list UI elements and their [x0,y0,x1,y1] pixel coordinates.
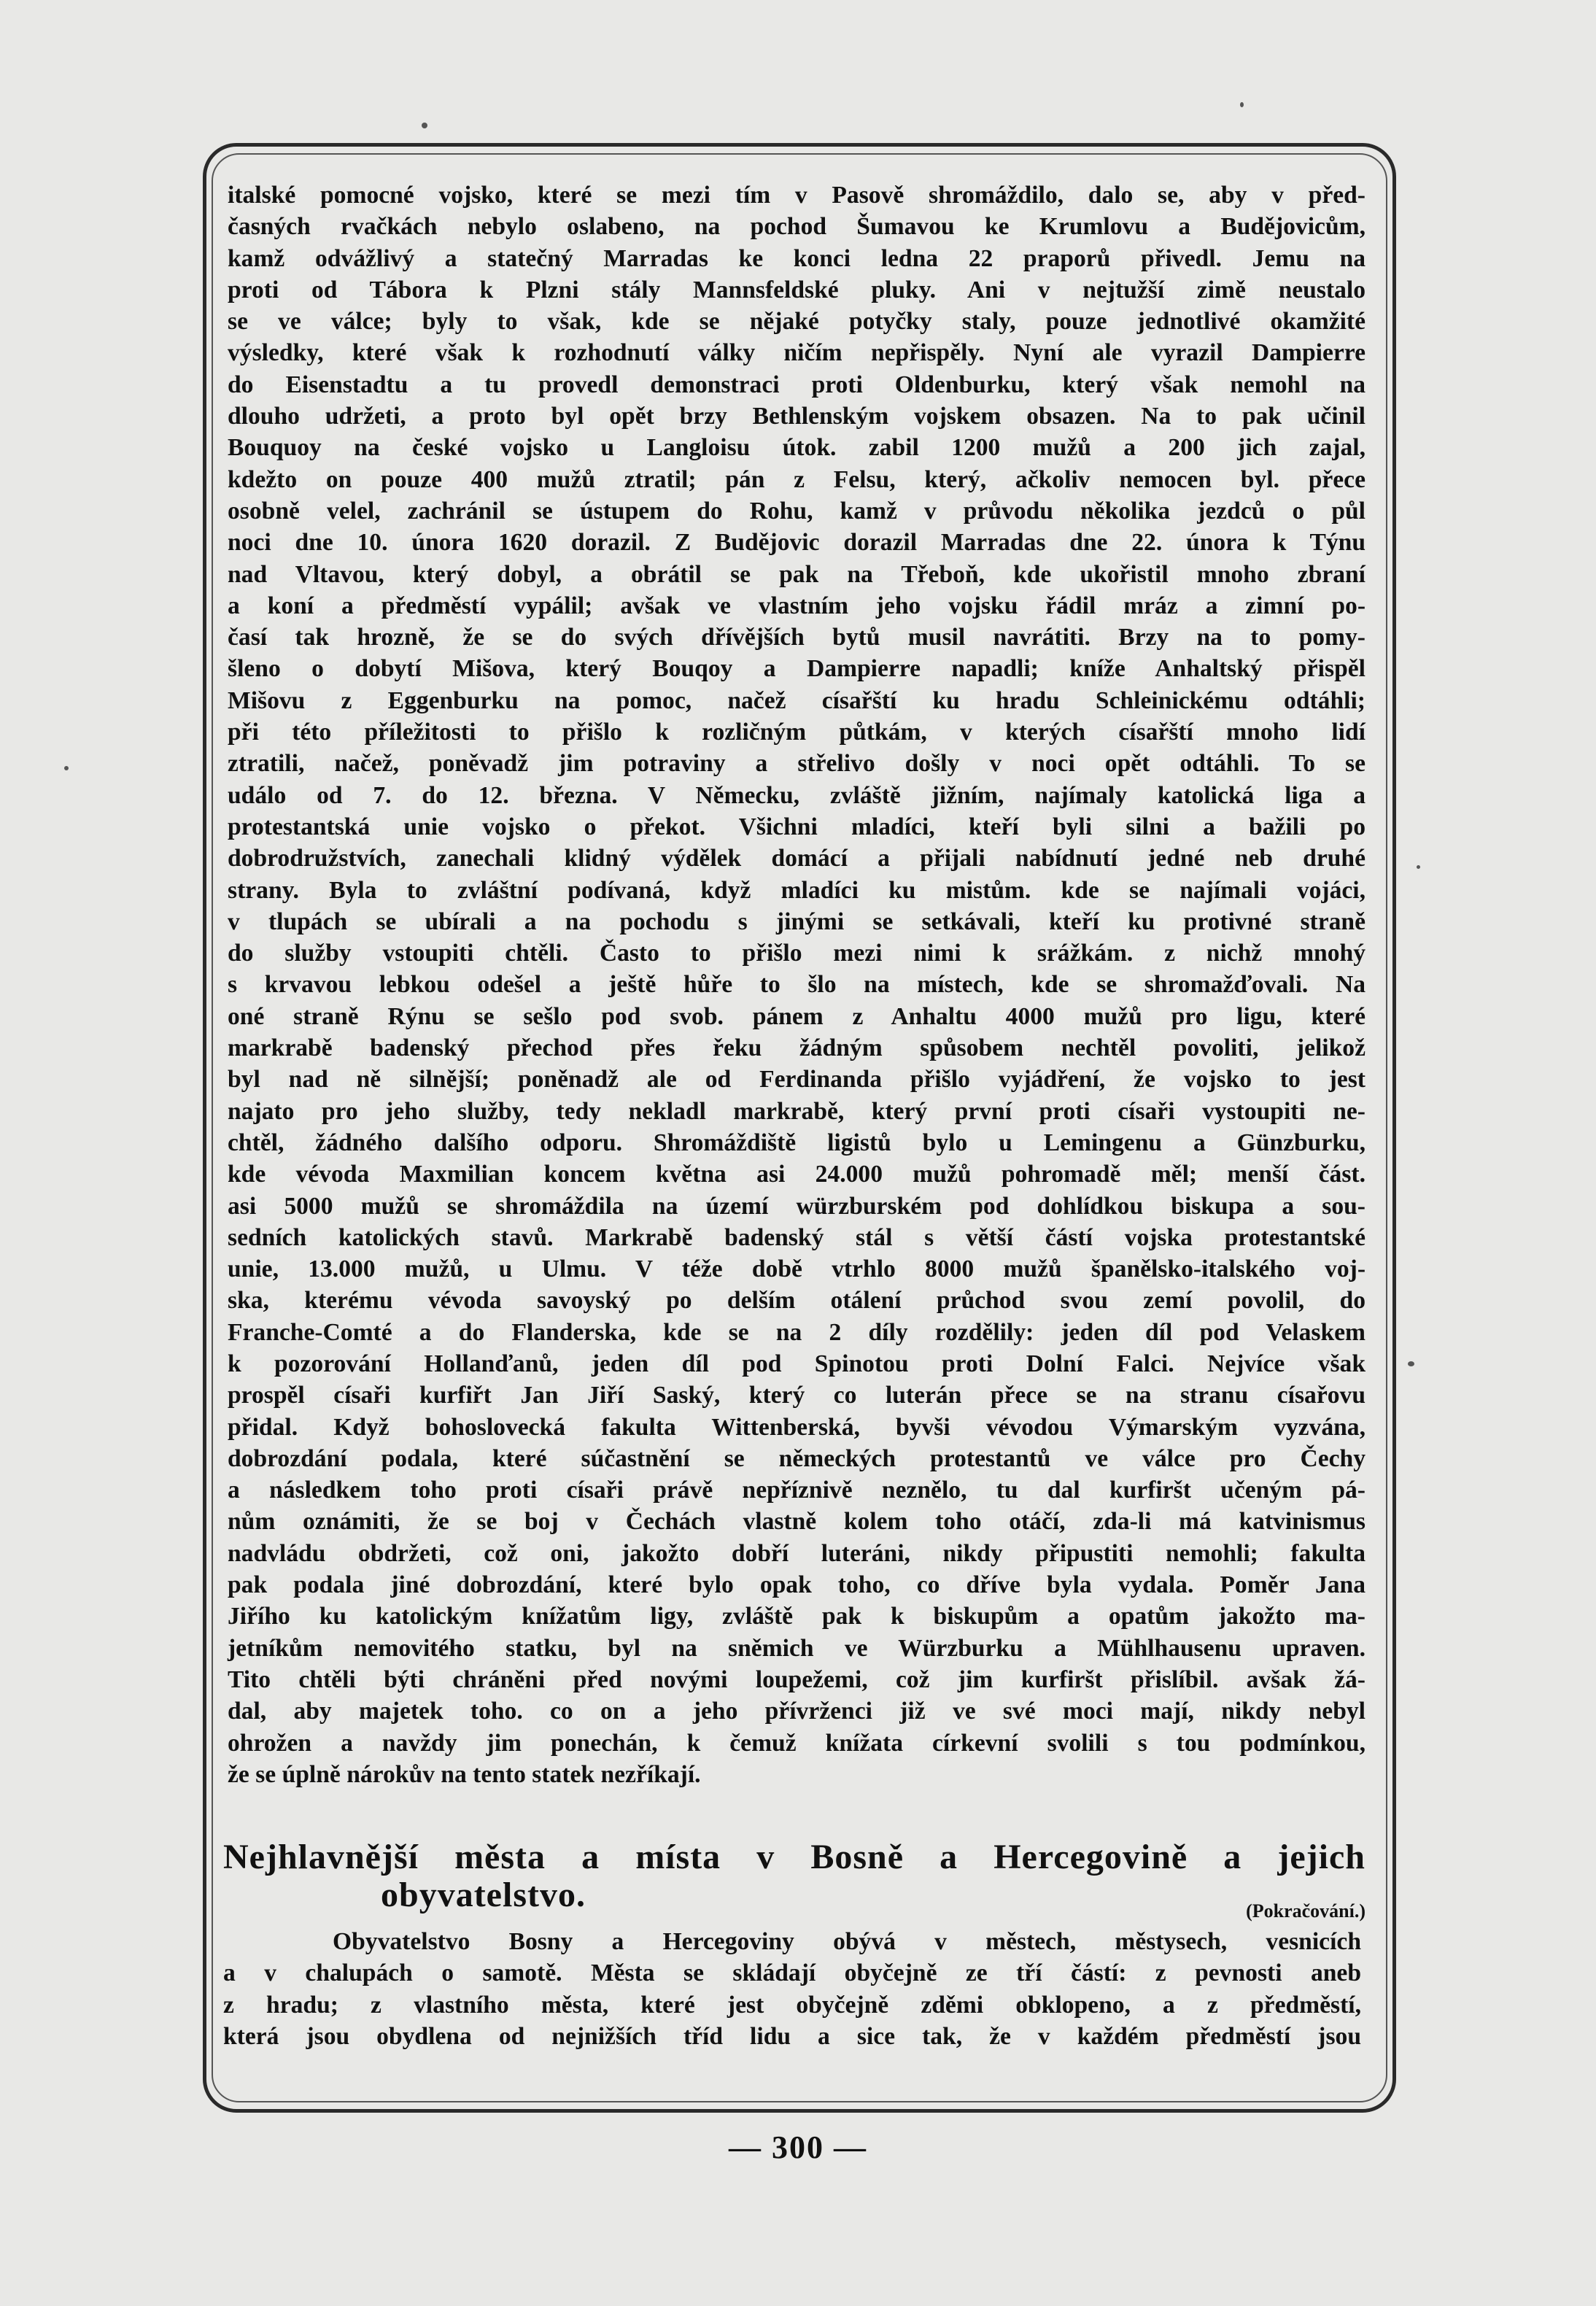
text-line: Bouquoy na české vojsko u Langloisu útok. zabil 1200 mužů a 200 jich zajal, [228,434,1365,462]
text-line: a koní a předměstí vypálil; avšak ve vlastním jeho vojsku řádil mráz a zimní po- [228,592,1365,619]
text-line: najato pro jeho služby, tedy nekladl markrabě, který první proti císaři vystoupiti ne- [228,1097,1365,1125]
text-line: se ve válce; byly to však, kde se nějaké potyčky staly, pouze jednotlivé okamžité [228,308,1365,336]
text-line: v tlupách se ubírali a na pochodu s jinými se setkávali, kteří ku protivné straně [228,908,1365,935]
text-line: nům oznámiti, že se boj v Čechách vlastně kolem toho otáčí, zda-li má katvinismus [228,1508,1365,1536]
section-text [223,1926,1361,2052]
text-line: Jiřího ku katolickým knížatům ligy, zvláště pak k biskupům a opatům jakožto ma- [228,1603,1365,1630]
text-line: Tito chtěli býti chráněni před novými loupežemi, což jim kurfiršt přislíbil. avšak žá- [228,1665,1365,1693]
text-line: jetníkům nemovitého statku, byl na sněmich ve Würzburku a Mühlhausenu upraven. [228,1634,1365,1662]
scan-speck [1240,102,1244,107]
text-line: šleno o dobytí Mišova, který Bouqoy a Dampierre napadli; kníže Anhaltský přispěl [228,655,1365,683]
text-line: do služby vstoupiti chtěli. Často to přišlo mezi nimi k srážkám. z nichž mnohý [228,940,1365,967]
section-text-line: Obyvatelstvo Bosny a Hercegoviny obývá v městech, městysech, vesnicích [333,1928,1361,1955]
heading-line-2-text: obyvatelstvo. [381,1876,586,1914]
text-line: italské pomocné vojsko, které se mezi tím v Pasově shromáždilo, dalo se, aby v před- [228,182,1365,209]
text-line: přidal. Když bohoslovecká fakulta Wittenberská, byvši vévodou Výmarským vyzvána, [228,1413,1365,1441]
continuation-note: (Pokračování.) [1246,1900,1365,1922]
main-article-text [228,179,1365,1790]
text-line: kde vévoda Maxmilian koncem května asi 24.000 mužů pohromadě měl; menší část. [228,1161,1365,1188]
text-line: prospěl císaři kurfiřt Jan Jiří Saský, který co luterán přece se na stranu císařovu [228,1382,1365,1409]
page-number: — 300 — [729,2129,867,2165]
text-line: nadvládu obdržeti, což oni, jakožto dobří luteráni, nikdy připustiti nemohli; fakulta [228,1539,1365,1567]
text-line: časí tak hrozně, že se do svých dřívějších bytů musil navrátiti. Brzy na to pomy- [228,624,1365,651]
text-line: unie, 13.000 mužů, u Ulmu. V téže době vtrhlo 8000 mužů španělsko-italského voj- [228,1255,1365,1283]
scan-speck [1417,865,1420,869]
text-line: ska, kterému vévoda savoyský po delším otálení průchod svou zemí povolil, do [228,1287,1365,1315]
text-line: při této příležitosti to přišlo k rozličným půtkám, v kterých císařští mnoho lidí [228,719,1365,746]
text-line: s krvavou lebkou odešel a ještě hůře to šlo na místech, kde se shromažďovali. Na [228,971,1365,999]
text-line: Mišovu z Eggenburku na pomoc, načež císařští ku hradu Schleinickému odtáhli; [228,686,1365,714]
section-text-line: a v chalupách o samotě. Města se skládají obyčejně ze tří částí: z pevnosti aneb [223,1959,1361,1987]
text-line: kdežto on pouze 400 mužů ztratil; pán z Felsu, který, ačkoliv nemocen byl. přece [228,465,1365,493]
text-line: pak podala jiné dobrozdání, které bylo opak toho, co dříve byla vydala. Poměr Jana [228,1571,1365,1599]
text-line: nad Vltavou, který dobyl, a obrátil se pak na Třeboň, kde ukořistil mnoho zbraní [228,560,1365,588]
text-line: výsledky, které však k rozhodnutí války ničím nepřispěly. Nyní ale vyrazil Dampierre [228,339,1365,367]
section-text-line: která jsou obydlena od nejnižších tříd lidu a sice tak, že v každém předměstí jsou [223,2022,1361,2050]
text-line: protestantská unie vojsko o překot. Všichni mladíci, kteří byli silni a bažili po [228,813,1365,840]
text-line: že se úplně nárokův na tento statek nezříkají. [228,1760,701,1788]
scan-speck [64,766,69,770]
text-line: byl nad ně silnější; poněnadž ale od Ferdinanda přišlo vyjádření, že vojsko to jest [228,1066,1365,1094]
heading-line-1: Nejhlavnější města a místa v Bosně a Hercegovině a jejich [223,1838,1365,1876]
text-line: k pozorování Hollanďanů, jeden díl pod Spinotou proti Dolní Falci. Nejvíce však [228,1350,1365,1377]
text-line: sedních katolických stavů. Markrabě badenský stál s větší částí vojska protestantské [228,1223,1365,1251]
text-line: událo od 7. do 12. března. V Německu, zvláště jižním, najímaly katolická liga a [228,781,1365,809]
scan-speck [1408,1361,1414,1366]
text-line: ohrožen a navždy jim ponechán, k čemuž knížata církevní svolili s tou podmínkou, [228,1729,1365,1757]
text-line: asi 5000 mužů se shromáždila na území würzburském pod dohlídkou biskupa a sou- [228,1192,1365,1220]
text-line: dobrodružstvích, zanechali klidný výdělek domácí a přijali nabídnutí jedné neb druhé [228,845,1365,873]
section-heading [223,1838,1365,1922]
text-line: dobrozdání podala, které súčastnění se německých protestantů ve válce pro Čechy [228,1444,1365,1472]
text-line: dal, aby majetek toho. co on a jeho přívrženci již ve své moci mají, nikdy nebyl [228,1698,1365,1725]
section-text-line: z hradu; z vlastního města, které jest obyčejně zděmi obklopeno, a z předměstí, [223,1991,1361,2019]
text-line: osobně velel, zachránil se ústupem do Rohu, kamž v průvodu několika jezdců o půl [228,497,1365,525]
text-line: kamž odvážlivý a statečný Marradas ke konci ledna 22 praporů přivedl. Jemu na [228,244,1365,272]
text-line: Franche-Comté a do Flanderska, kde se na 2 díly rozdělily: jeden díl pod Velaskem [228,1318,1365,1346]
text-line: noci dne 10. února 1620 dorazil. Z Budějovic dorazil Marradas dne 22. února k Týnu [228,529,1365,557]
text-line: do Eisenstadtu a tu provedl demonstraci proti Oldenburku, který však nemohl na [228,371,1365,398]
text-line: ztratili, načež, poněvadž jim potraviny a střelivo došly v noci opět odtáhli. To se [228,750,1365,778]
text-line: proti od Tábora k Plzni stály Mannsfeldské pluky. Ani v nejtužší zimě neustalo [228,276,1365,303]
scan-speck [422,123,427,128]
text-line: a následkem toho proti císaři právě nepříznivě neznělo, tu dal kurfiršt učeným pá- [228,1477,1365,1504]
text-line: dlouho udržeti, a proto byl opět brzy Bethlenským vojskem obsazen. Na to pak učinil [228,403,1365,430]
heading-line-2 [223,1876,1365,1922]
text-line: oné straně Rýnu se sešlo pod svob. pánem z Anhaltu 4000 mužů pro ligu, které [228,1002,1365,1030]
text-line: strany. Byla to zvláštní podívaná, když mladíci ku mistům. kde se najímali vojáci, [228,876,1365,904]
text-line: časných rvačkách nebylo oslabeno, na pochod Šumavou ke Krumlovu a Budějovicům, [228,213,1365,241]
text-line: markrabě badenský přechod přes řeku žádným spůsobem nechtěl povoliti, jelikož [228,1034,1365,1062]
text-line: chtěl, žádného dalšího odporu. Shromáždiště ligistů bylo u Lemingenu a Günzburku, [228,1129,1365,1156]
